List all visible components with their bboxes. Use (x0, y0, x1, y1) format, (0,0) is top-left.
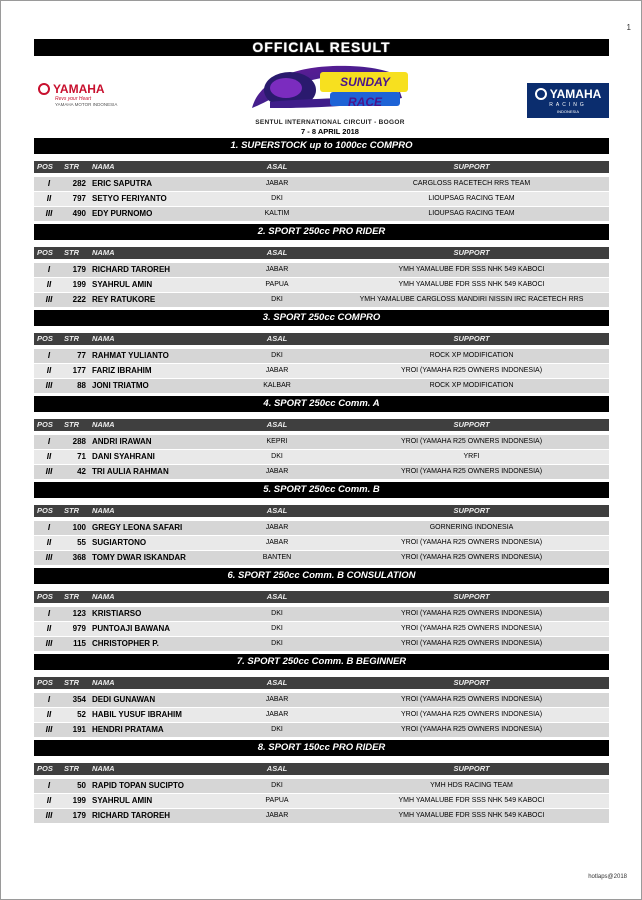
header-name: NAMA (92, 162, 115, 171)
header-asal: ASAL (266, 592, 288, 601)
class-title: 8. SPORT 150cc PRO RIDER (34, 740, 609, 756)
result-row (34, 723, 609, 738)
results-document (34, 39, 609, 824)
rider-name-cell: GREGY LEONA SAFARI (92, 523, 183, 532)
position-cell: I (47, 609, 51, 618)
header-pos: POS (37, 334, 53, 343)
header-asal: ASAL (266, 420, 288, 429)
rider-name-cell: HENDRI PRATAMA (92, 725, 164, 734)
column-header-row (34, 763, 609, 775)
position-cell: II (46, 452, 52, 461)
support-team-cell: YROI (YAMAHA R25 OWNERS INDONESIA) (400, 539, 543, 546)
class-title: 7. SPORT 250cc Comm. B BEGINNER (34, 654, 609, 670)
yamaha-left-tagline: Revs your Heart (55, 96, 92, 102)
yamaha-left-sub: YAMAHA MOTOR INDONESIA (55, 102, 118, 107)
rider-name-cell: DANI SYAHRANI (92, 452, 155, 461)
position-cell: III (45, 553, 53, 562)
header-support: SUPPORT (453, 764, 490, 773)
position-cell: II (46, 366, 52, 375)
yamaha-logo-left (38, 82, 118, 107)
origin-cell: JABAR (265, 711, 289, 718)
start-number-cell: 222 (72, 295, 86, 304)
start-number-cell: 797 (72, 194, 86, 203)
class-section (34, 568, 609, 652)
support-team-cell: YROI (YAMAHA R25 OWNERS INDONESIA) (400, 640, 543, 647)
header-str: STR (64, 162, 79, 171)
origin-cell: DKI (271, 296, 283, 303)
support-team-cell: YROI (YAMAHA R25 OWNERS INDONESIA) (400, 625, 543, 632)
header-pos: POS (37, 592, 53, 601)
position-cell: II (46, 710, 52, 719)
support-team-cell: YMH YAMALUBE FDR SSS NHK 549 KABOCI (398, 797, 545, 804)
header-str: STR (64, 420, 79, 429)
start-number-cell: 55 (77, 538, 86, 547)
result-rows (34, 349, 609, 394)
header-support: SUPPORT (453, 678, 490, 687)
result-row (34, 794, 609, 809)
class-section (34, 224, 609, 308)
result-row (34, 551, 609, 566)
result-row (34, 708, 609, 723)
class-title: 1. SUPERSTOCK up to 1000cc COMPRO (34, 138, 609, 154)
header-pos: POS (37, 506, 53, 515)
header-support: SUPPORT (453, 420, 490, 429)
start-number-cell: 42 (77, 467, 86, 476)
header-support: SUPPORT (453, 248, 490, 257)
start-number-cell: 77 (77, 351, 86, 360)
rider-name-cell: HABIL YUSUF IBRAHIM (92, 710, 182, 719)
support-team-cell: LIOUPSAG RACING TEAM (428, 210, 515, 217)
header-str: STR (64, 764, 79, 773)
header-str: STR (64, 506, 79, 515)
rider-name-cell: FARIZ IBRAHIM (92, 366, 152, 375)
origin-cell: DKI (271, 453, 283, 460)
rider-name-cell: TRI AULIA RAHMAN (92, 467, 169, 476)
origin-cell: KALTIM (264, 210, 290, 217)
header-pos: POS (37, 420, 53, 429)
footer-credit: hotlaps@2018 (588, 874, 627, 880)
header-str: STR (64, 248, 79, 257)
sunday-race-logo (230, 58, 430, 136)
support-team-cell: ROCK XP MODIFICATION (429, 382, 514, 389)
start-number-cell: 179 (72, 265, 86, 274)
rider-name-cell: SYAHRUL AMIN (92, 280, 153, 289)
support-team-cell: YROI (YAMAHA R25 OWNERS INDONESIA) (400, 438, 543, 445)
rider-name-cell: CHRISTOPHER P. (92, 639, 159, 648)
result-rows (34, 693, 609, 738)
origin-cell: DKI (271, 726, 283, 733)
rider-name-cell: DEDI GUNAWAN (92, 695, 156, 704)
result-rows (34, 263, 609, 308)
rider-name-cell: REY RATUKORE (92, 295, 156, 304)
position-cell: I (47, 781, 51, 790)
class-section (34, 482, 609, 566)
event-date: 7 - 8 APRIL 2018 (301, 127, 359, 136)
position-cell: III (45, 811, 53, 820)
class-title: 2. SPORT 250cc PRO RIDER (34, 224, 609, 240)
rider-name-cell: SUGIARTONO (92, 538, 147, 547)
result-row (34, 192, 609, 207)
support-team-cell: YMH YAMALUBE FDR SSS NHK 549 KABOCI (398, 266, 545, 273)
header-pos: POS (37, 764, 53, 773)
start-number-cell: 199 (72, 796, 86, 805)
start-number-cell: 282 (72, 179, 86, 188)
result-rows (34, 177, 609, 222)
header-asal: ASAL (266, 678, 288, 687)
start-number-cell: 191 (72, 725, 86, 734)
position-cell: III (45, 725, 53, 734)
header-name: NAMA (92, 506, 115, 515)
result-row (34, 809, 609, 824)
result-row (34, 779, 609, 794)
position-cell: II (46, 194, 52, 203)
start-number-cell: 100 (72, 523, 86, 532)
support-team-cell: YROI (YAMAHA R25 OWNERS INDONESIA) (400, 696, 543, 703)
start-number-cell: 177 (72, 366, 86, 375)
start-number-cell: 88 (77, 381, 86, 390)
position-cell: I (47, 437, 51, 446)
result-row (34, 379, 609, 394)
origin-cell: BANTEN (262, 554, 292, 561)
event-venue: SENTUL INTERNATIONAL CIRCUIT - BOGOR (255, 119, 405, 126)
origin-cell: JABAR (265, 367, 289, 374)
support-team-cell: CARGLOSS RACETECH RRS TEAM (412, 180, 531, 187)
class-section (34, 654, 609, 738)
start-number-cell: 354 (72, 695, 86, 704)
yamaha-right-brand: YAMAHA (549, 87, 602, 101)
column-header-row (34, 505, 609, 517)
start-number-cell: 50 (77, 781, 86, 790)
column-header-row (34, 161, 609, 173)
column-header-row (34, 333, 609, 345)
class-title: 5. SPORT 250cc Comm. B (34, 482, 609, 498)
position-cell: II (46, 538, 52, 547)
origin-cell: KEPRI (266, 438, 288, 445)
start-number-cell: 115 (73, 639, 86, 648)
support-team-cell: YMH YAMALUBE FDR SSS NHK 549 KABOCI (398, 281, 545, 288)
header-str: STR (64, 334, 79, 343)
column-header-row (34, 247, 609, 259)
column-header-row (34, 677, 609, 689)
position-cell: I (47, 695, 51, 704)
support-team-cell: YMH YAMALUBE FDR SSS NHK 549 KABOCI (398, 812, 545, 819)
yamaha-right-racing: RACING (549, 102, 587, 108)
position-cell: I (47, 179, 51, 188)
result-row (34, 207, 609, 222)
start-number-cell: 179 (72, 811, 86, 820)
column-header-row (34, 419, 609, 431)
origin-cell: DKI (271, 352, 283, 359)
result-row (34, 263, 609, 278)
yamaha-left-brand: YAMAHA (53, 82, 105, 96)
class-title: 3. SPORT 250cc COMPRO (34, 310, 609, 326)
class-title: 4. SPORT 250cc Comm. A (34, 396, 609, 412)
rider-name-cell: EDY PURNOMO (92, 209, 153, 218)
result-row (34, 637, 609, 652)
origin-cell: JABAR (265, 696, 289, 703)
header-support: SUPPORT (453, 592, 490, 601)
position-cell: II (46, 796, 52, 805)
support-team-cell: LIOUPSAG RACING TEAM (428, 195, 515, 202)
header-asal: ASAL (266, 764, 288, 773)
position-cell: I (47, 265, 51, 274)
header-name: NAMA (92, 334, 115, 343)
column-header-row (34, 591, 609, 603)
header-asal: ASAL (266, 506, 288, 515)
header-support: SUPPORT (453, 506, 490, 515)
result-row (34, 607, 609, 622)
header-pos: POS (37, 678, 53, 687)
support-team-cell: YMH YAMALUBE CARGLOSS MANDIRI NISSIN IRC RACETECH RRS (359, 296, 584, 303)
result-row (34, 450, 609, 465)
document-title: OFFICIAL RESULT (34, 39, 609, 56)
origin-cell: PAPUA (265, 797, 289, 804)
header-name: NAMA (92, 248, 115, 257)
start-number-cell: 979 (72, 624, 86, 633)
position-cell: III (45, 209, 53, 218)
position-cell: III (45, 467, 53, 476)
rider-name-cell: SETYO FERIYANTO (92, 194, 167, 203)
position-cell: II (46, 280, 52, 289)
support-team-cell: YROI (YAMAHA R25 OWNERS INDONESIA) (400, 711, 543, 718)
header-name: NAMA (92, 678, 115, 687)
header-pos: POS (37, 162, 53, 171)
rider-name-cell: PUNTOAJI BAWANA (92, 624, 171, 633)
header-str: STR (64, 678, 79, 687)
class-title: 6. SPORT 250cc Comm. B CONSULATION (34, 568, 609, 584)
event-name: SUNDAY RACE (340, 75, 390, 109)
yamaha-right-sub: INDONESIA (556, 109, 579, 114)
origin-cell: JABAR (265, 266, 289, 273)
header-pos: POS (37, 248, 53, 257)
position-cell: I (47, 351, 51, 360)
header-asal: ASAL (266, 334, 288, 343)
result-row (34, 622, 609, 637)
header-support: SUPPORT (453, 334, 490, 343)
rider-name-cell: ERIC SAPUTRA (92, 179, 153, 188)
rider-name-cell: JONI TRIATMO (92, 381, 149, 390)
origin-cell: DKI (271, 625, 283, 632)
start-number-cell: 71 (77, 452, 86, 461)
header-support: SUPPORT (453, 162, 490, 171)
result-row (34, 349, 609, 364)
position-cell: I (47, 523, 51, 532)
rider-name-cell: RAHMAT YULIANTO (92, 351, 169, 360)
header-name: NAMA (92, 764, 115, 773)
result-row (34, 177, 609, 192)
start-number-cell: 368 (72, 553, 86, 562)
tuning-fork-icon (535, 88, 547, 100)
logo-strip (34, 56, 609, 136)
result-row (34, 435, 609, 450)
support-team-cell: YROI (YAMAHA R25 OWNERS INDONESIA) (400, 610, 543, 617)
support-team-cell: ROCK XP MODIFICATION (429, 352, 514, 359)
page-number: 1 (626, 23, 631, 32)
result-row (34, 521, 609, 536)
result-rows (34, 779, 609, 824)
class-section (34, 310, 609, 394)
start-number-cell: 123 (72, 609, 86, 618)
result-row (34, 536, 609, 551)
class-section (34, 740, 609, 824)
origin-cell: JABAR (265, 812, 289, 819)
origin-cell: JABAR (265, 180, 289, 187)
position-cell: III (45, 381, 53, 390)
result-rows (34, 607, 609, 652)
support-team-cell: YROI (YAMAHA R25 OWNERS INDONESIA) (400, 468, 543, 475)
rider-name-cell: SYAHRUL AMIN (92, 796, 153, 805)
start-number-cell: 199 (72, 280, 86, 289)
support-team-cell: YROI (YAMAHA R25 OWNERS INDONESIA) (400, 554, 543, 561)
header-name: NAMA (92, 420, 115, 429)
rider-name-cell: RAPID TOPAN SUCIPTO (92, 781, 185, 790)
result-row (34, 278, 609, 293)
origin-cell: JABAR (265, 539, 289, 546)
tuning-fork-icon (38, 83, 50, 95)
rider-name-cell: RICHARD TAROREH (92, 265, 171, 274)
start-number-cell: 288 (72, 437, 86, 446)
result-row (34, 364, 609, 379)
origin-cell: PAPUA (265, 281, 289, 288)
result-rows (34, 521, 609, 566)
header-name: NAMA (92, 592, 115, 601)
support-team-cell: YROI (YAMAHA R25 OWNERS INDONESIA) (400, 726, 543, 733)
origin-cell: DKI (271, 640, 283, 647)
header-asal: ASAL (266, 162, 288, 171)
rider-name-cell: ANDRI IRAWAN (92, 437, 152, 446)
result-row (34, 693, 609, 708)
rider-name-cell: RICHARD TAROREH (92, 811, 171, 820)
result-rows (34, 435, 609, 480)
result-row (34, 465, 609, 480)
origin-cell: KALBAR (263, 382, 291, 389)
support-team-cell: YROI (YAMAHA R25 OWNERS INDONESIA) (400, 367, 543, 374)
position-cell: III (45, 295, 53, 304)
support-team-cell: YRFI (463, 453, 480, 460)
rider-name-cell: TOMY DWAR ISKANDAR (92, 553, 186, 562)
result-row (34, 293, 609, 308)
start-number-cell: 490 (72, 209, 86, 218)
origin-cell: JABAR (265, 524, 289, 531)
header-asal: ASAL (266, 248, 288, 257)
origin-cell: JABAR (265, 468, 289, 475)
support-team-cell: GORNERING INDONESIA (429, 524, 514, 531)
start-number-cell: 52 (77, 710, 86, 719)
position-cell: II (46, 624, 52, 633)
position-cell: III (45, 639, 53, 648)
rider-name-cell: KRISTIARSO (92, 609, 142, 618)
origin-cell: DKI (271, 610, 283, 617)
yamaha-racing-logo (527, 83, 609, 118)
results-classes (34, 138, 609, 824)
class-section (34, 138, 609, 222)
header-str: STR (64, 592, 79, 601)
support-team-cell: YMH HDS RACING TEAM (430, 782, 513, 789)
origin-cell: DKI (271, 195, 283, 202)
origin-cell: DKI (271, 782, 283, 789)
class-section (34, 396, 609, 480)
